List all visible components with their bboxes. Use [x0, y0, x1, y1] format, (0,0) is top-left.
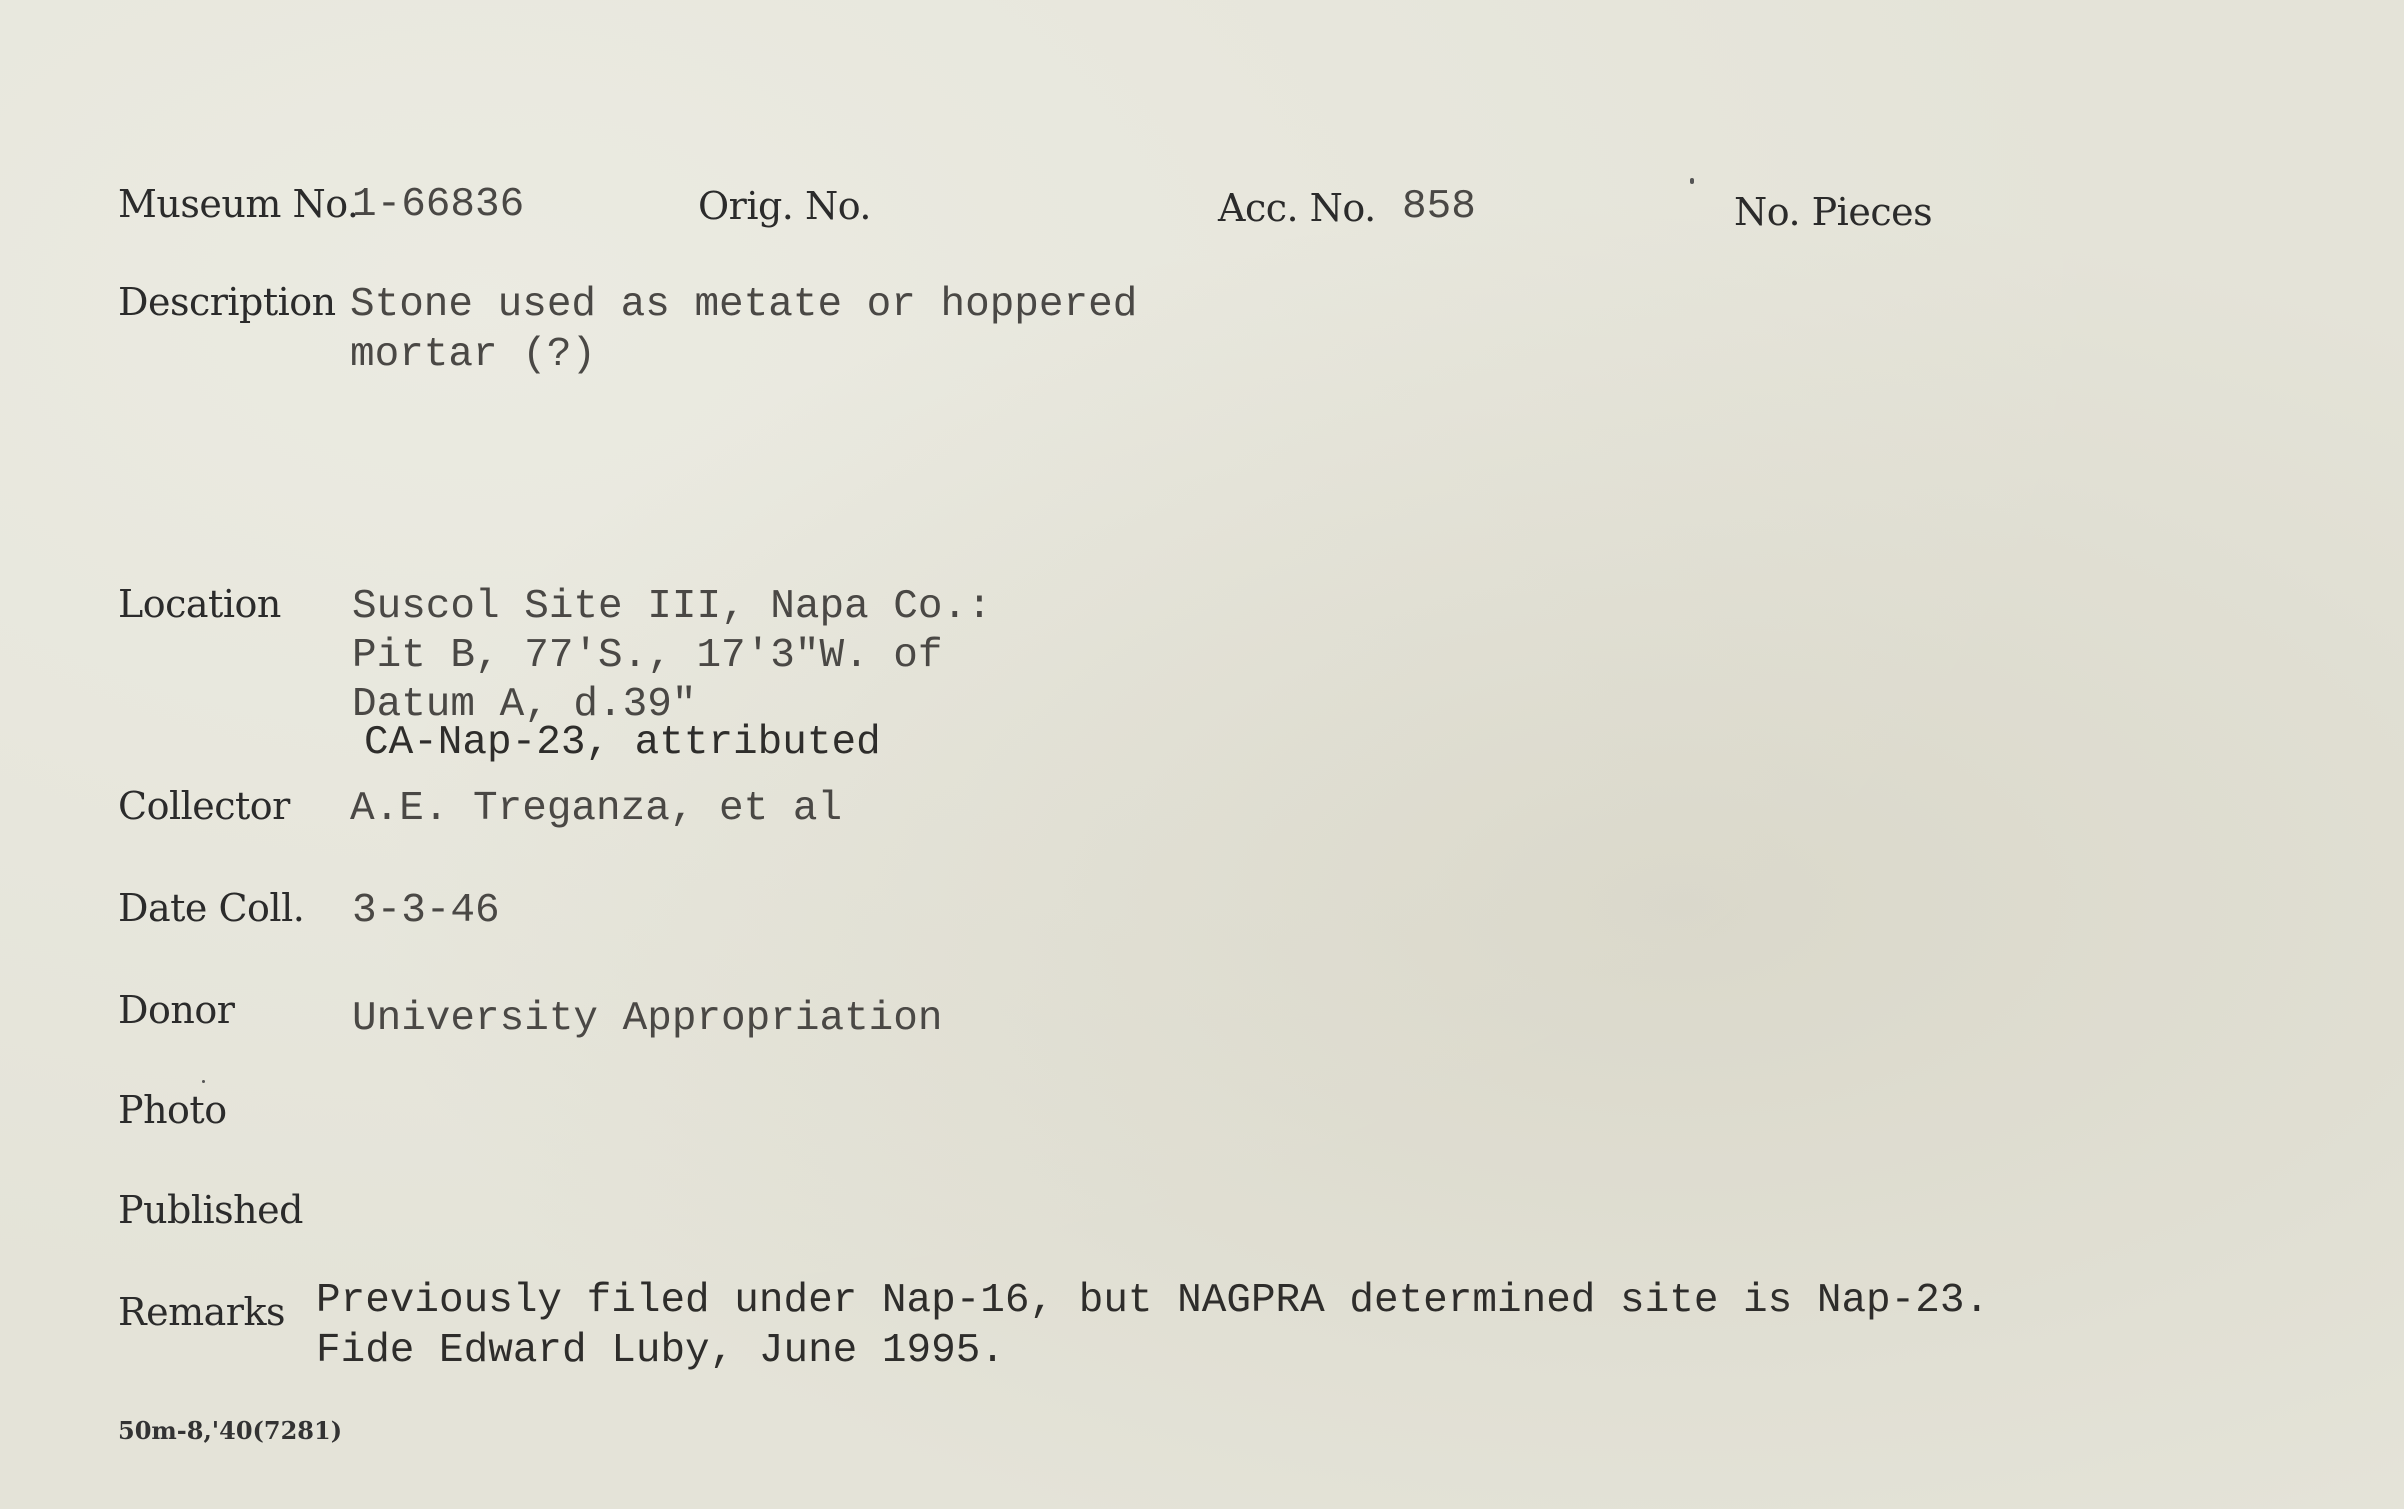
collector-value: A.E. Treganza, et al	[350, 786, 843, 832]
museum-no-value: 1-66836	[352, 182, 525, 228]
orig-no-label: Orig. No.	[698, 184, 871, 228]
paper-speck	[202, 1080, 205, 1083]
location-line-1: Suscol Site III, Napa Co.:	[352, 584, 992, 630]
acc-no-value: 858	[1402, 184, 1476, 230]
form-code: 50m-8,'40(7281)	[118, 1416, 343, 1445]
date-coll-value: 3-3-46	[352, 888, 500, 934]
location-label: Location	[118, 582, 281, 626]
location-line-2: Pit B, 77'S., 17'3"W. of	[352, 633, 943, 679]
published-label: Published	[118, 1188, 303, 1232]
donor-value: University Appropriation	[352, 996, 943, 1042]
description-label: Description	[118, 280, 336, 324]
remarks-label: Remarks	[118, 1290, 285, 1334]
date-coll-label: Date Coll.	[118, 886, 305, 930]
no-pieces-label: No. Pieces	[1734, 190, 1933, 234]
remarks-line-2: Fide Edward Luby, June 1995.	[316, 1328, 1005, 1374]
remarks-line-1: Previously filed under Nap-16, but NAGPRA determined site is Nap-23.	[316, 1278, 1990, 1324]
location-line-3: Datum A, d.39"	[352, 682, 697, 728]
description-line-2: mortar (?)	[350, 332, 597, 378]
location-line-4: CA-Nap-23, attributed	[364, 720, 881, 766]
photo-label: Photo	[118, 1088, 227, 1132]
paper-speck	[1690, 178, 1694, 184]
museum-no-label: Museum No.	[118, 182, 359, 226]
donor-label: Donor	[118, 988, 235, 1032]
acc-no-label: Acc. No.	[1218, 186, 1376, 230]
collector-label: Collector	[118, 784, 290, 828]
description-line-1: Stone used as metate or hoppered	[350, 282, 1138, 328]
